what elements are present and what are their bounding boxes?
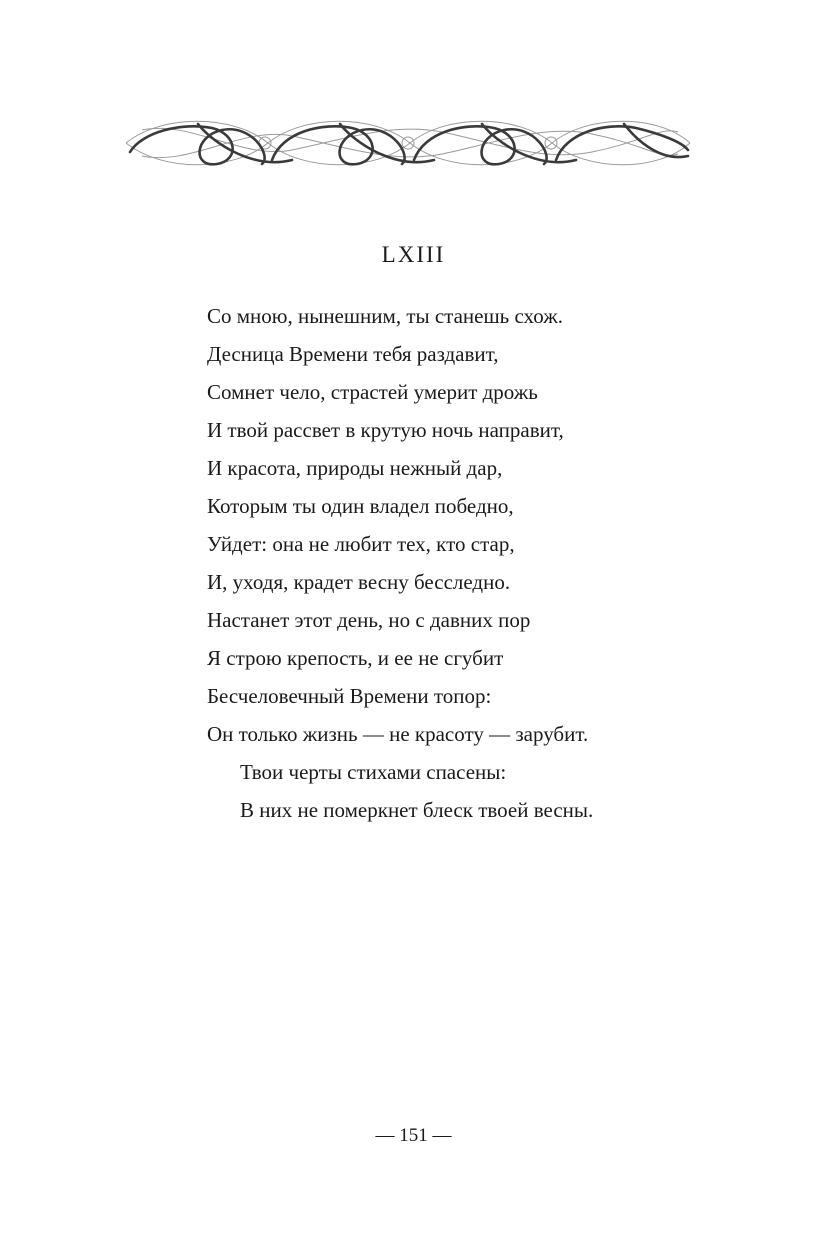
poem-line: Уйдет: она не любит тех, кто стар, — [207, 532, 515, 556]
poem-line: Сомнет чело, страстей умерит дрожь — [207, 380, 538, 404]
sonnet-number: LXIII — [381, 242, 446, 267]
couplet-line: В них не померкнет блеск твоей весны. — [240, 798, 594, 822]
poem-line: Бесчеловечный Времени топор: — [207, 684, 492, 708]
poem-line: Он только жизнь — не красоту — зарубит. — [207, 722, 589, 746]
poem-line: И красота, природы нежный дар, — [207, 456, 503, 480]
poem-line: Настанет этот день, но с давних пор — [207, 608, 531, 632]
couplet-line: Твои черты стихами спасены: — [240, 760, 507, 784]
poem-line: Десница Времени тебя раздавит, — [207, 342, 499, 366]
poem-line: Со мною, нынешним, ты станешь схож. — [207, 304, 563, 328]
poem-line: И, уходя, крадет весну бесследно. — [207, 570, 511, 594]
page-number: — 151 — — [375, 1125, 452, 1146]
flourish-divider-icon — [122, 112, 694, 174]
poem-line: Которым ты один владел победно, — [207, 494, 514, 518]
poem-line: И твой рассвет в крутую ночь направит, — [207, 418, 564, 442]
poem-line: Я строю крепость, и ее не сгубит — [207, 646, 504, 670]
poem-body — [207, 297, 593, 829]
